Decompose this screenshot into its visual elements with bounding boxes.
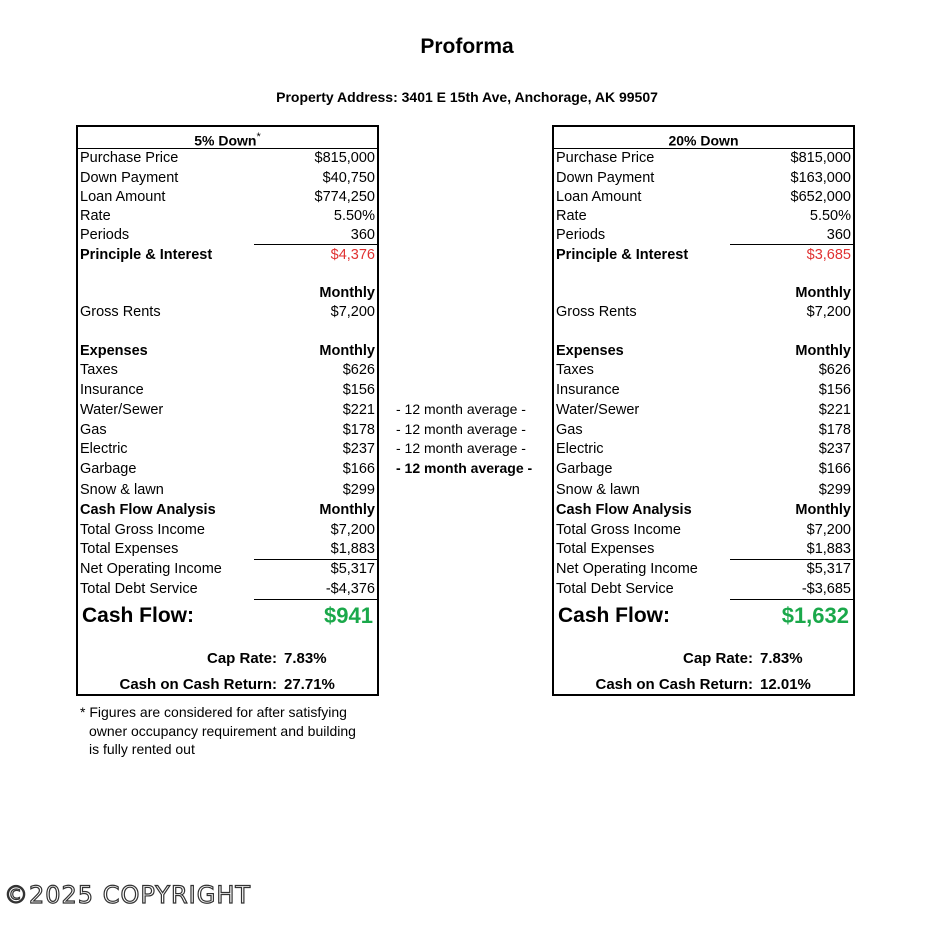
row-label: Garbage: [556, 461, 613, 477]
footnote-line: is fully rented out: [89, 741, 195, 757]
column-header: Monthly: [319, 285, 375, 301]
scenario-20-down: [552, 125, 855, 696]
row-value: $178: [818, 422, 851, 438]
electric-row: [556, 440, 851, 459]
row-label: Total Gross Income: [80, 522, 205, 538]
column-header: Monthly: [319, 502, 375, 518]
row-value: $1,883: [330, 541, 375, 557]
water-sewer-row: [80, 401, 375, 420]
row-label: Snow & lawn: [556, 482, 640, 498]
section-label: Cash Flow Analysis: [556, 502, 692, 518]
row-value: $156: [342, 382, 375, 398]
insurance-row: [556, 381, 851, 400]
row-value: $237: [342, 441, 375, 457]
row-value: -$4,376: [325, 581, 375, 597]
footnote-line: * Figures are considered for after satisfying: [80, 704, 347, 720]
gross-rents-row: [80, 303, 375, 322]
loan-amount-row: [80, 188, 375, 207]
cash-flow-label: Cash Flow:: [558, 604, 671, 627]
periods-row: [556, 226, 851, 245]
divider: [730, 599, 853, 600]
row-value: 5.50%: [809, 208, 851, 224]
row-label: Total Gross Income: [556, 522, 681, 538]
row-label: Gross Rents: [80, 304, 161, 320]
total-debt-service-row: [556, 580, 851, 599]
purchase-price-row: [80, 149, 375, 168]
taxes-row: [556, 361, 851, 380]
average-note: - 12 month average -: [396, 460, 533, 476]
row-value: $166: [818, 461, 851, 477]
gas-row: [556, 421, 851, 440]
expenses-header-row: [80, 342, 375, 361]
cap-rate-label: Cap Rate:: [206, 650, 277, 667]
row-label: Taxes: [80, 362, 118, 378]
gas-row: [80, 421, 375, 440]
principle-interest-row: [556, 246, 851, 265]
cap-rate-row: [554, 649, 853, 669]
row-value: $5,317: [330, 561, 375, 577]
column-header: Monthly: [795, 285, 851, 301]
row-label: Net Operating Income: [80, 561, 222, 577]
row-label: Electric: [80, 441, 128, 457]
total-expenses-row: [80, 540, 375, 559]
row-label: Down Payment: [556, 170, 655, 186]
row-label: Rate: [80, 208, 111, 224]
cash-flow-analysis-header-row: [556, 501, 851, 520]
row-value: $626: [342, 362, 375, 378]
row-value: 360: [826, 227, 851, 243]
cap-rate-row: [78, 649, 377, 669]
cash-flow-analysis-header-row: [80, 501, 375, 520]
footnote-line: owner occupancy requirement and building: [89, 722, 356, 739]
cap-rate-label: Cap Rate:: [682, 650, 753, 667]
row-label: Insurance: [556, 382, 620, 398]
row-label: Purchase Price: [80, 150, 179, 166]
cash-on-cash-value: 27.71%: [284, 676, 335, 693]
cash-on-cash-label: Cash on Cash Return:: [119, 676, 277, 693]
row-label: Total Expenses: [556, 541, 655, 557]
divider: [254, 244, 377, 245]
row-label: Garbage: [80, 461, 137, 477]
monthly-header-row: [80, 284, 375, 303]
row-value: $178: [342, 422, 375, 438]
row-value: $237: [818, 441, 851, 457]
row-value: $166: [342, 461, 375, 477]
section-label: Cash Flow Analysis: [80, 502, 216, 518]
row-label: Down Payment: [80, 170, 179, 186]
column-header: Monthly: [795, 502, 851, 518]
cash-on-cash-row: [78, 675, 377, 695]
total-gross-income-row: [556, 521, 851, 540]
scenario-title: 20% Down: [668, 132, 739, 149]
footnote: [80, 703, 380, 759]
average-note: - 12 month average -: [396, 440, 526, 456]
row-label: Periods: [556, 227, 606, 243]
principle-interest-row: [80, 246, 375, 265]
row-label: Taxes: [556, 362, 594, 378]
row-value: $774,250: [314, 189, 375, 205]
row-label: Electric: [556, 441, 604, 457]
row-value: $40,750: [322, 170, 375, 186]
row-label: Principle & Interest: [80, 247, 213, 263]
column-header: Monthly: [319, 343, 375, 359]
rate-row: [80, 207, 375, 226]
cash-on-cash-value: 12.01%: [760, 676, 811, 693]
section-label: Expenses: [80, 343, 148, 359]
down-payment-row: [556, 169, 851, 188]
down-payment-row: [80, 169, 375, 188]
net-operating-income-row: [556, 560, 851, 579]
scenario-title: 5% Down: [194, 132, 257, 149]
row-value: -$3,685: [801, 581, 851, 597]
divider: [254, 599, 377, 600]
row-label: Principle & Interest: [556, 247, 689, 263]
section-label: Expenses: [556, 343, 624, 359]
column-header: Monthly: [795, 343, 851, 359]
row-label: Loan Amount: [80, 189, 166, 205]
cap-rate-value: 7.83%: [284, 650, 327, 667]
row-label: Insurance: [80, 382, 144, 398]
row-label: Net Operating Income: [556, 561, 698, 577]
scenario-header: [78, 127, 377, 149]
row-value: $156: [818, 382, 851, 398]
row-label: Gas: [80, 422, 107, 438]
row-label: Total Debt Service: [80, 581, 198, 597]
divider: [730, 244, 853, 245]
copyright-watermark: ©2025 COPYRIGHT: [4, 881, 252, 909]
row-value: $4,376: [330, 247, 375, 263]
page-title: Proforma: [420, 35, 514, 58]
row-label: Rate: [556, 208, 587, 224]
row-value: 5.50%: [333, 208, 375, 224]
row-value: $299: [342, 482, 375, 498]
cash-flow-row: [558, 601, 849, 631]
footnote-mark: *: [256, 131, 261, 143]
row-label: Total Expenses: [80, 541, 179, 557]
property-address: Property Address: 3401 E 15th Ave, Anchorage, AK 99507: [276, 89, 658, 105]
row-value: 360: [350, 227, 375, 243]
periods-row: [80, 226, 375, 245]
cap-rate-value: 7.83%: [760, 650, 803, 667]
cash-flow-row: [82, 601, 373, 631]
average-note: - 12 month average -: [396, 421, 526, 437]
row-value: $815,000: [790, 150, 851, 166]
average-note: - 12 month average -: [396, 401, 526, 417]
cash-on-cash-row: [554, 675, 853, 695]
electric-row: [80, 440, 375, 459]
row-label: Water/Sewer: [80, 402, 164, 418]
row-label: Gas: [556, 422, 583, 438]
expenses-header-row: [556, 342, 851, 361]
row-label: Periods: [80, 227, 130, 243]
gross-rents-row: [556, 303, 851, 322]
row-value: $163,000: [790, 170, 851, 186]
row-value: $7,200: [806, 522, 851, 538]
row-value: $7,200: [806, 304, 851, 320]
row-label: Total Debt Service: [556, 581, 674, 597]
row-value: $7,200: [330, 522, 375, 538]
snow-lawn-row: [556, 481, 851, 500]
row-value: $815,000: [314, 150, 375, 166]
row-value: $626: [818, 362, 851, 378]
scenario-header: [554, 127, 853, 149]
garbage-row: [80, 460, 375, 479]
net-operating-income-row: [80, 560, 375, 579]
row-value: $221: [818, 402, 851, 418]
cash-flow-label: Cash Flow:: [82, 604, 195, 627]
row-value: $652,000: [790, 189, 851, 205]
row-label: Gross Rents: [556, 304, 637, 320]
water-sewer-row: [556, 401, 851, 420]
total-gross-income-row: [80, 521, 375, 540]
monthly-header-row: [556, 284, 851, 303]
total-debt-service-row: [80, 580, 375, 599]
cash-on-cash-label: Cash on Cash Return:: [595, 676, 753, 693]
row-value: $3,685: [806, 247, 851, 263]
snow-lawn-row: [80, 481, 375, 500]
taxes-row: [80, 361, 375, 380]
row-label: Water/Sewer: [556, 402, 640, 418]
insurance-row: [80, 381, 375, 400]
loan-amount-row: [556, 188, 851, 207]
total-expenses-row: [556, 540, 851, 559]
purchase-price-row: [556, 149, 851, 168]
row-value: $221: [342, 402, 375, 418]
row-value: $1,883: [806, 541, 851, 557]
cash-flow-value: $1,632: [781, 603, 849, 628]
row-label: Loan Amount: [556, 189, 642, 205]
cash-flow-value: $941: [324, 603, 373, 628]
row-label: Snow & lawn: [80, 482, 164, 498]
garbage-row: [556, 460, 851, 479]
scenario-5-down: [76, 125, 379, 696]
row-value: $7,200: [330, 304, 375, 320]
rate-row: [556, 207, 851, 226]
row-value: $5,317: [806, 561, 851, 577]
row-label: Purchase Price: [556, 150, 655, 166]
row-value: $299: [818, 482, 851, 498]
